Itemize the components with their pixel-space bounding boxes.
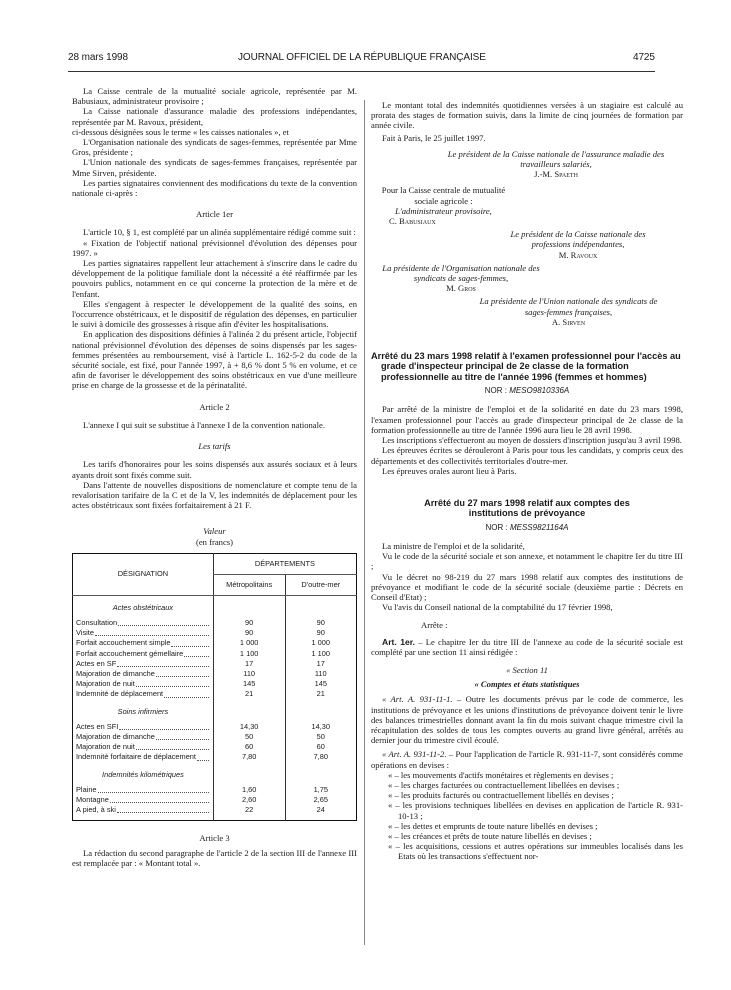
right-column — [371, 100, 683, 862]
row-label-cell — [73, 649, 214, 659]
table-section-row — [73, 595, 357, 618]
row-label: Actes en SFI — [76, 721, 119, 731]
left-column — [72, 86, 357, 868]
table-row — [73, 618, 357, 628]
paragraph: La rédaction du second paragraphe de l'article 2 de la section III de l'annexe III est remplacée par : « Montant total ». — [72, 847, 357, 868]
row-label: Montagne — [76, 794, 109, 804]
row-label-cell — [73, 638, 214, 648]
table-row — [73, 669, 357, 679]
table-row — [73, 659, 357, 669]
paragraph: Les épreuves orales auront lieu à Paris. — [382, 465, 517, 476]
table-section-row — [73, 763, 357, 785]
outremer-value: 50 — [285, 732, 356, 742]
metro-value: 14,30 — [213, 722, 285, 732]
row-label: Majoration de dimanche — [76, 668, 155, 678]
header-rule — [68, 71, 655, 72]
article-1-paragraph — [371, 637, 683, 657]
bullet-item: « – les charges facturées ou contractuellement libellées en devises ; — [388, 779, 620, 790]
paragraph: L'annexe I qui suit se substitue à l'annexe I de la convention nationale. — [83, 419, 325, 430]
row-label-cell — [73, 618, 214, 628]
column-divider — [364, 100, 365, 945]
row-label-cell — [73, 742, 214, 752]
bullet-item: « – les mouvements d'actifs monétaires et règlements en devises ; — [388, 769, 614, 780]
signature-role: La présidente de l'Union nationale des syndicats de sages-femmes françaises, — [479, 296, 658, 317]
article-label: « Art. A. 931-11-1. — [382, 694, 453, 705]
article-1-heading: Article 1er — [196, 209, 233, 220]
nor-code: MESO9810336A — [509, 386, 570, 396]
outremer-value: 17 — [285, 659, 356, 669]
header-journal-title: JOURNAL OFFICIEL DE LA RÉPUBLIQUE FRANÇAISE — [238, 52, 486, 63]
article-a2-paragraph — [371, 749, 683, 769]
metro-value: 2,60 — [213, 795, 285, 805]
row-label: Majoration de dimanche — [76, 731, 155, 741]
header-date: 28 mars 1998 — [68, 52, 128, 63]
paragraph: « Fixation de l'objectif national prévisionnel d'évolution des dépenses pour 1997. » — [72, 237, 357, 258]
table-row — [73, 638, 357, 648]
paragraph: Les tarifs d'honoraires pour les soins dispensés aux assurés sociaux et à leurs ayants droit sont fixés comme suit. — [72, 459, 357, 480]
row-label: A pied, à ski — [76, 805, 116, 815]
dot-leader — [136, 742, 209, 750]
table-row — [73, 742, 357, 752]
signature-role: Le président de la Caisse nationale de l'assurance maladie des travailleurs salariés, — [447, 148, 665, 170]
metro-value: 1 100 — [213, 649, 285, 659]
tariff-table — [72, 553, 357, 822]
outremer-value: 90 — [285, 618, 356, 628]
metro-value: 21 — [213, 689, 285, 699]
table-section-title: Soins infirmiers — [117, 706, 169, 716]
article-text: – Outre les documents prévus par le code de commerce, les institutions de prévoyance et les unions d'institutions de prévoyance doivent tenir le livre des balances trimestrielles donnant avant la fin du mois suivant chaque trimestre civil la récapitulation des soldes de tous les comptes ouverts au grand livre général, arrêtés au dernier jour du trimestre civil écoulé. — [371, 694, 683, 746]
arrete-1-title: Arrêté du 23 mars 1998 relatif à l'examen professionnel pour l'accès au grade d'inspecteur principal de 2e classe de la formation professionnelle au titre de l'année 1996 (femmes et hommes) — [371, 351, 681, 382]
outremer-value: 1 000 — [285, 638, 356, 648]
row-label-cell — [73, 752, 214, 762]
row-label-cell — [73, 805, 214, 821]
row-label-cell — [73, 679, 214, 689]
section-title: « Section 11 — [506, 664, 548, 675]
article-text: – Pour l'application de l'article R. 931-11-7, sont considérés comme opérations en devises : — [371, 749, 683, 770]
paragraph: L'article 10, § 1, est complété par un alinéa supplémentaire rédigé comme suit : — [83, 227, 356, 238]
empty-cell — [285, 595, 356, 618]
signature-role: L'administrateur provisoire, — [395, 205, 492, 216]
row-label: Forfait accouchement gémellaire — [76, 648, 184, 658]
row-label-cell — [73, 722, 214, 732]
signature-role: La présidente de l'Organisation nationale des syndicats de sages-femmes, — [382, 262, 540, 284]
dot-leader — [98, 785, 209, 793]
row-label: Indemnité de déplacement — [76, 689, 164, 699]
outremer-value: 60 — [285, 742, 356, 752]
nor-code: MESS9821164A — [509, 522, 569, 532]
article-a1-paragraph — [371, 694, 683, 745]
table-row — [73, 785, 357, 795]
table-section-row — [73, 700, 357, 722]
signature-block — [446, 149, 666, 180]
empty-cell — [285, 763, 356, 785]
arrete-label: Arrête : — [421, 620, 448, 631]
paragraph: L'Union nationale des syndicats de sages-femmes françaises, représentée par Mme Sirven, présidente. — [72, 157, 357, 178]
signature-place-date: Fait à Paris, le 25 juillet 1997. — [382, 132, 486, 143]
article-3-heading: Article 3 — [199, 833, 230, 844]
nor-label: NOR : — [484, 386, 507, 396]
outremer-value: 90 — [285, 628, 356, 638]
paragraph: ci-dessous désignées sous le terme « les caisses nationales », et — [72, 126, 289, 137]
metro-value: 7,80 — [213, 752, 285, 762]
signature-name: A. Sirven — [551, 316, 586, 327]
metro-value: 60 — [213, 742, 285, 752]
row-label-cell — [73, 659, 214, 669]
dot-leader — [136, 679, 209, 687]
table-row — [73, 649, 357, 659]
dot-leader — [95, 628, 209, 636]
signature-block — [371, 263, 551, 294]
article-label: Art. 1er. — [382, 636, 416, 647]
paragraph: Vu le code de la sécurité sociale et son annexe, et notamment le chapitre Ier du titre III ; — [371, 551, 683, 572]
row-label: Majoration de nuit — [76, 679, 135, 689]
outremer-value: 2,65 — [285, 795, 356, 805]
row-label-cell — [73, 689, 214, 699]
signature-name: M. Gros — [446, 283, 476, 294]
outremer-value: 14,30 — [285, 722, 356, 732]
table-row — [73, 689, 357, 699]
metro-value: 17 — [213, 659, 285, 669]
article-text: – Le chapitre Ier du titre III de l'annexe au code de la sécurité sociale est complété par une section 11 ainsi rédigée : — [371, 636, 683, 657]
signature-pre: Pour la Caisse centrale de mutualité sociale agricole : — [381, 185, 506, 206]
paragraph: Le montant total des indemnités quotidiennes versées à un stagiaire est calculé au prorata des stages de formation suivis, dans la limite de cinq journées de formation par année civile. — [371, 100, 683, 131]
table-row — [73, 805, 357, 821]
column-header-outre-mer: D'outre-mer — [285, 574, 356, 595]
nor-label: NOR : — [485, 522, 508, 532]
outremer-value: 24 — [285, 805, 356, 821]
paragraph: Elles s'engagent à respecter le développement de la qualité des soins, en l'occurrence obstétricaux, et le dispositif de régulation des dépenses, en particulier le suivi à domicile des grossesses à risque afin d'éviter les hospitalisations. — [72, 298, 357, 330]
row-label: Plaine — [76, 784, 97, 794]
empty-cell — [213, 700, 285, 722]
paragraph: Les épreuves écrites se dérouleront à Paris pour tous les candidats, y compris ceux des départements et des collectivités territoriales d'outre-mer. — [371, 445, 683, 466]
empty-cell — [285, 700, 356, 722]
signature-name: C. Babusiaux — [389, 216, 436, 227]
tarifs-heading: Les tarifs — [198, 441, 231, 452]
bullet-item: « – les provisions techniques libellées en devises en application de l'article R. 931-10-13 ; — [388, 800, 683, 821]
row-label: Consultation — [76, 617, 118, 627]
table-row — [73, 752, 357, 762]
dot-leader — [164, 689, 209, 697]
row-label: Visite — [76, 628, 94, 638]
dot-leader — [156, 732, 209, 740]
paragraph: La ministre de l'emploi et de la solidarité, — [382, 540, 525, 551]
signature-name: J.-M. Spaeth — [534, 169, 578, 180]
row-label-cell — [73, 669, 214, 679]
column-header-designation: DÉSIGNATION — [73, 553, 214, 595]
row-label: Forfait accouchement simple — [76, 638, 171, 648]
row-label: Indemnité forfaitaire de déplacement — [76, 752, 196, 762]
empty-cell — [213, 763, 285, 785]
table-row — [73, 679, 357, 689]
bullet-item: « – les acquisitions, cessions et autres opérations sur immeubles localisés dans les Etats où les transactions s'effectuent nor- — [388, 841, 683, 862]
signature-block — [493, 229, 663, 260]
valeur-heading: Valeur — [203, 526, 226, 537]
metro-value: 22 — [213, 805, 285, 821]
metro-value: 110 — [213, 669, 285, 679]
paragraph: Les inscriptions s'effectueront au moyen de dossiers d'inscription jusqu'au 3 avril 1998. — [382, 435, 682, 446]
paragraph: Les parties signataires rappellent leur attachement à s'inscrire dans le cadre du développement de la politique familiale dont la nécessité a été réaffirmée par les pouvoirs publics, notamment en ce qui concerne la protection de la mère et de l'enfant. — [72, 258, 357, 299]
dot-leader — [118, 618, 209, 626]
dot-leader — [117, 659, 209, 667]
paragraph: L'Organisation nationale des syndicats de sages-femmes, représentée par Mme Gros, présidente ; — [72, 137, 357, 158]
arrete-1-nor — [371, 386, 683, 396]
outremer-value: 21 — [285, 689, 356, 699]
table-section-title: Actes obstétricaux — [112, 602, 174, 612]
metro-value: 50 — [213, 732, 285, 742]
dot-leader — [110, 795, 209, 803]
empty-cell — [213, 595, 285, 618]
paragraph: Vu l'avis du Conseil national de la comptabilité du 17 février 1998, — [382, 602, 613, 613]
section-subtitle: « Comptes et états statistiques — [474, 679, 580, 690]
table-body — [73, 595, 357, 821]
table-row — [73, 628, 357, 638]
dot-leader — [171, 638, 208, 646]
metro-value: 145 — [213, 679, 285, 689]
table-row — [73, 795, 357, 805]
outremer-value: 1 100 — [285, 649, 356, 659]
dot-leader — [184, 649, 209, 657]
paragraph: La Caisse centrale de la mutualité sociale agricole, représentée par M. Babusiaux, administrateur provisoire ; — [72, 86, 357, 107]
row-label-cell — [73, 732, 214, 742]
outremer-value: 110 — [285, 669, 356, 679]
table-section-title: Indemnités kilométriques — [102, 769, 184, 779]
paragraph: Dans l'attente de nouvelles dispositions de nomenclature et compte tenu de la revalorisation tarifaire de la C et de la V, les indemnités de déplacement pour les actes obstétricaux sont fixées forfaitairement à 21 F. — [72, 479, 357, 511]
dot-leader — [197, 752, 209, 760]
outremer-value: 145 — [285, 679, 356, 689]
row-label-cell — [73, 628, 214, 638]
paragraph: Les parties signataires conviennent des modifications du texte de la convention nationale ci-après : — [72, 177, 357, 199]
signature-block — [471, 296, 666, 327]
bullet-item: « – les dettes et emprunts de toute nature libellés en devises ; — [388, 820, 598, 831]
column-header-departements: DÉPARTEMENTS — [213, 553, 356, 574]
signature-block — [371, 185, 516, 226]
arrete-2-title: Arrêté du 27 mars 1998 relatif aux comptes des institutions de prévoyance — [424, 497, 630, 519]
row-label-cell — [73, 785, 214, 795]
metro-value: 90 — [213, 618, 285, 628]
paragraph: Vu le décret no 98-219 du 27 mars 1998 relatif aux comptes des institutions de prévoyance et modifiant le code de la sécurité sociale (deuxième partie : Décrets en Conseil d'Etat) ; — [371, 571, 683, 602]
column-header-metropolitains: Métropolitains — [213, 574, 285, 595]
row-label: Actes en SF — [76, 658, 117, 668]
article-2-heading: Article 2 — [199, 401, 230, 412]
metro-value: 1,60 — [213, 785, 285, 795]
metro-value: 90 — [213, 628, 285, 638]
dot-leader — [156, 669, 209, 677]
dot-leader — [119, 722, 209, 730]
row-label: Majoration de nuit — [76, 742, 135, 752]
metro-value: 1 000 — [213, 638, 285, 648]
valeur-unit: (en francs) — [196, 536, 233, 547]
table-row — [73, 722, 357, 732]
header-page-number: 4725 — [633, 52, 655, 63]
outremer-value: 1,75 — [285, 785, 356, 795]
paragraph: En application des dispositions définies à l'alinéa 2 du présent article, l'objectif national prévisionnel d'évolution des dépenses de soins dispensés par les sages-femmes présentées au remboursement, visé à l'article L. 162-5-2 du code de la sécurité sociale, est fixé, pour l'année 1997, à + 8,6 % dont 5 % en volume, et ce afin de favoriser le développement des soins obstétricaux en vue d'une meilleure prise en charge de la grossesse et de la périnatalité. — [72, 329, 357, 391]
signature-role: Le président de la Caisse nationale des professions indépendantes, — [510, 229, 646, 250]
paragraph: Par arrêté de la ministre de l'emploi et de la solidarité en date du 23 mars 1998, l'examen professionnel pour l'accès au grade d'inspecteur principal de 2e classe de la formation professionnelle au titre de l'année 1996 aura lieu le 28 avril 1998. — [371, 404, 683, 435]
bullet-item: « – les produits facturés ou contractuellement libellés en devises ; — [388, 790, 614, 801]
bullet-list — [371, 770, 683, 862]
dot-leader — [117, 805, 209, 813]
signature-name: M. Ravoux — [558, 249, 598, 260]
outremer-value: 7,80 — [285, 752, 356, 762]
row-label-cell — [73, 795, 214, 805]
bullet-item: « – les créances et prêts de toute nature libellés en devises ; — [388, 831, 592, 841]
arrete-2-nor — [371, 523, 683, 533]
table-row — [73, 732, 357, 742]
paragraph: La Caisse nationale d'assurance maladie des professions indépendantes, représentée par M. Ravoux, président, — [72, 106, 357, 127]
article-label: « Art. A. 931-11-2. — [382, 749, 447, 760]
